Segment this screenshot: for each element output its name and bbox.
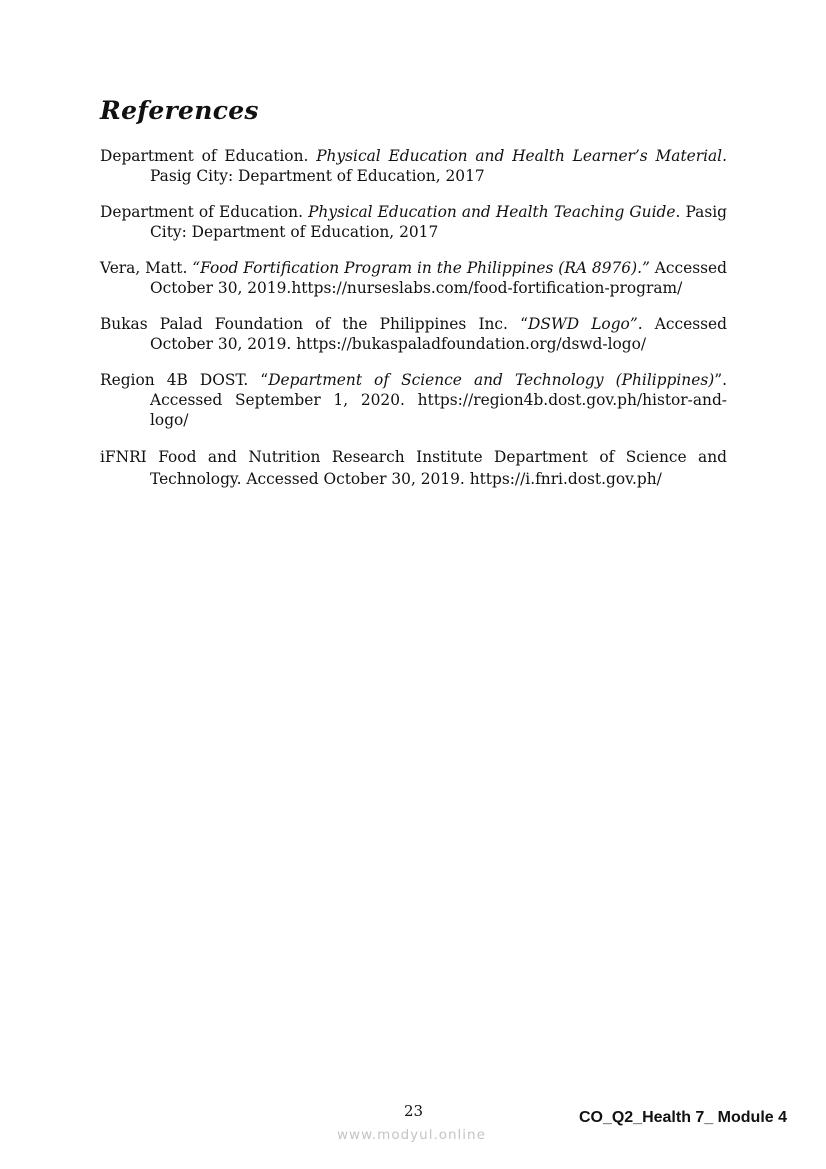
page-title: References — [100, 96, 259, 125]
reference-entry — [100, 202, 727, 242]
reference-details: . Accessed October 30, 2019. https://bukaspaladfoundation.org/dswd-logo/ — [150, 315, 727, 353]
reference-entry — [100, 146, 727, 186]
reference-details: . Pasig City: Department of Education, 2017 — [150, 203, 727, 241]
reference-author: Department of Education. — [100, 203, 309, 221]
reference-author: Bukas Palad Foundation of the Philippines Inc. “ — [100, 315, 528, 333]
reference-title: Department of Science and Technology (Philippines) — [268, 371, 715, 389]
reference-title: Physical Education and Health Teaching Guide — [308, 203, 676, 221]
reference-details: Pasig City: Department of Education, 2017 — [150, 167, 485, 185]
reference-text: iFNRI Food and Nutrition Research Institute Department of Science and Technology. Accessed October 30, 2019. https://i.fnri.dost.gov.ph/ — [100, 448, 727, 488]
reference-title: “Food Fortification Program in the Philippines (RA 8976).” — [192, 259, 650, 277]
reference-author: Vera, Matt. — [100, 259, 193, 277]
reference-entry — [100, 370, 727, 430]
reference-list — [100, 146, 727, 506]
reference-title: DSWD Logo” — [528, 315, 638, 333]
reference-details: Accessed October 30, 2019.https://nurseslabs.com/food-fortification-program/ — [150, 259, 728, 297]
reference-entry — [100, 446, 727, 490]
reference-entry — [100, 314, 727, 354]
reference-author: Region 4B DOST. “ — [100, 371, 269, 389]
reference-title: Physical Education and Health Learner’s Material. — [316, 147, 728, 165]
reference-entry — [100, 258, 727, 298]
module-label: CO_Q2_Health 7_ Module 4 — [578, 1109, 787, 1126]
reference-details: ”. Accessed September 1, 2020. https://region4b.dost.gov.ph/histor-and-logo/ — [150, 371, 727, 429]
watermark: www.modyul.online — [337, 1127, 486, 1143]
reference-author: Department of Education. — [100, 147, 317, 165]
page-number: 23 — [404, 1102, 424, 1120]
